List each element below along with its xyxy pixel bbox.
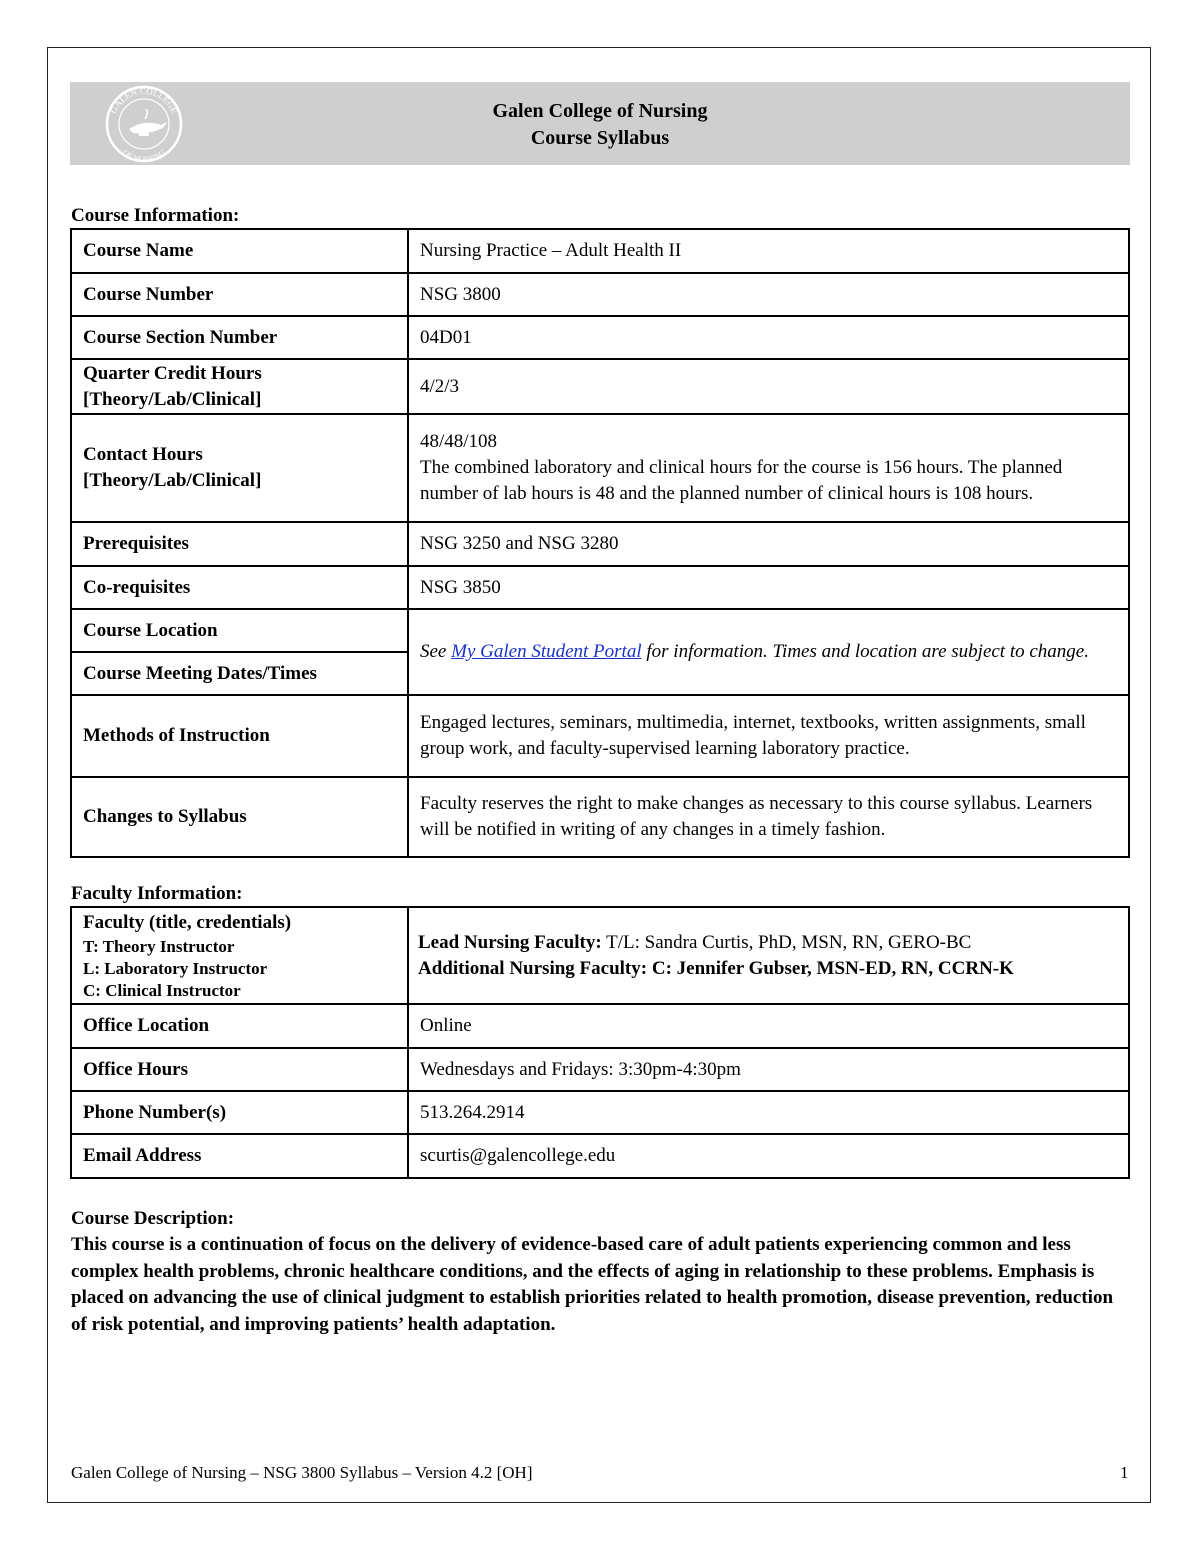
table-row (71, 777, 1129, 857)
course-section-label: Course Section Number (71, 316, 408, 359)
corequisites-value: NSG 3850 (408, 566, 1129, 609)
table-row (71, 1004, 1129, 1048)
additional-faculty-line (418, 956, 1117, 982)
additional-faculty-label: Additional Nursing Faculty: (418, 957, 648, 979)
table-row (71, 273, 1129, 316)
meeting-dates-label: Course Meeting Dates/Times (71, 652, 408, 695)
faculty-info-heading: Faculty Information: (71, 883, 243, 904)
faculty-value (408, 907, 1129, 1004)
table-row (71, 1048, 1129, 1091)
contact-hours-value (408, 414, 1129, 522)
faculty-key-clinical: C: Clinical Instructor (83, 980, 241, 1000)
table-row (71, 522, 1129, 566)
location-pre-text: See (420, 641, 452, 662)
table-row (71, 1134, 1129, 1178)
contact-hours-label (71, 414, 408, 522)
credit-hours-label (71, 359, 408, 414)
table-row (71, 359, 1129, 414)
office-hours-label: Office Hours (71, 1048, 408, 1091)
header-title (70, 98, 1130, 152)
email-label: Email Address (71, 1134, 408, 1178)
course-info-table (70, 228, 1130, 858)
faculty-info-table (70, 906, 1130, 1179)
office-location-label: Office Location (71, 1004, 408, 1048)
footer-text: Galen College of Nursing – NSG 3800 Syllabus – Version 4.2 [OH] (71, 1463, 533, 1482)
credit-hours-label-line1: Quarter Credit Hours (83, 362, 262, 384)
course-location-value (408, 609, 1129, 695)
course-name-value: Nursing Practice – Adult Health II (408, 229, 1129, 273)
page-number: 1 (1120, 1463, 1129, 1482)
credit-hours-value: 4/2/3 (408, 359, 1129, 414)
location-post-text: for information. Times and location are subject to change. (641, 641, 1089, 662)
prerequisites-value: NSG 3250 and NSG 3280 (408, 522, 1129, 566)
phone-label: Phone Number(s) (71, 1091, 408, 1134)
lead-faculty-value: T/L: Sandra Curtis, PhD, MSN, RN, GERO-BC (606, 931, 972, 953)
student-portal-link[interactable]: My Galen Student Portal (451, 641, 642, 662)
office-location-value: Online (408, 1004, 1129, 1048)
email-value: scurtis@galencollege.edu (408, 1134, 1129, 1178)
faculty-label (71, 907, 408, 1004)
table-row (71, 316, 1129, 359)
course-number-label: Course Number (71, 273, 408, 316)
contact-hours-label-line2: [Theory/Lab/Clinical] (83, 470, 262, 491)
faculty-key-laboratory: L: Laboratory Instructor (83, 958, 268, 978)
faculty-label-title: Faculty (title, credentials) (83, 911, 292, 933)
course-section-value: 04D01 (408, 316, 1129, 359)
table-row (71, 1091, 1129, 1134)
lead-faculty-line (418, 930, 1117, 956)
contact-hours-detail: The combined laboratory and clinical hours for the course is 156 hours. The planned number of lab hours is 48 and the planned number of clinical hours is 108 hours. (420, 457, 1063, 504)
course-number-value: NSG 3800 (408, 273, 1129, 316)
course-info-heading: Course Information: (71, 205, 240, 226)
changes-label: Changes to Syllabus (71, 777, 408, 857)
credit-hours-label-line2: [Theory/Lab/Clinical] (83, 388, 262, 410)
seal-bottom-text: OF NURSING (120, 148, 168, 163)
course-name-label: Course Name (71, 229, 408, 273)
table-row (71, 414, 1129, 522)
additional-faculty-value: C: Jennifer Gubser, MSN-ED, RN, CCRN-K (651, 957, 1014, 979)
course-description-heading: Course Description: (71, 1208, 235, 1229)
table-row (71, 566, 1129, 609)
course-description-text: This course is a continuation of focus on the delivery of evidence-based care of adult patients experiencing common and less complex health problems, chronic healthcare conditions, and the effects of aging in relationship to these problems. Emphasis is placed on advancing the use of clinical judgment to establish priorities related to health promotion, disease prevention, reduction of risk potential, and improving patients’ health adaptation. (71, 1234, 1114, 1335)
table-row (71, 609, 1129, 652)
prerequisites-label: Prerequisites (71, 522, 408, 566)
table-row (71, 695, 1129, 777)
institution-name: Galen College of Nursing (492, 100, 708, 122)
faculty-key-theory: T: Theory Instructor (83, 936, 235, 956)
methods-value: Engaged lectures, seminars, multimedia, internet, textbooks, written assignments, small group work, and faculty-supervised learning laboratory practice. (408, 695, 1129, 777)
methods-label: Methods of Instruction (71, 695, 408, 777)
course-location-label: Course Location (71, 609, 408, 652)
changes-value: Faculty reserves the right to make changes as necessary to this course syllabus. Learners will be notified in writing of any changes in a timely fashion. (408, 777, 1129, 857)
document-title: Course Syllabus (530, 127, 670, 149)
table-row (71, 907, 1129, 1004)
corequisites-label: Co-requisites (71, 566, 408, 609)
seal-top-text: GALEN COLLEGE (108, 85, 180, 115)
office-hours-value: Wednesdays and Fridays: 3:30pm-4:30pm (408, 1048, 1129, 1091)
table-row (71, 229, 1129, 273)
phone-value: 513.264.2914 (408, 1091, 1129, 1134)
contact-hours-breakdown: 48/48/108 (420, 431, 498, 452)
lead-faculty-label: Lead Nursing Faculty: (418, 931, 602, 953)
contact-hours-label-line1: Contact Hours (83, 444, 203, 465)
